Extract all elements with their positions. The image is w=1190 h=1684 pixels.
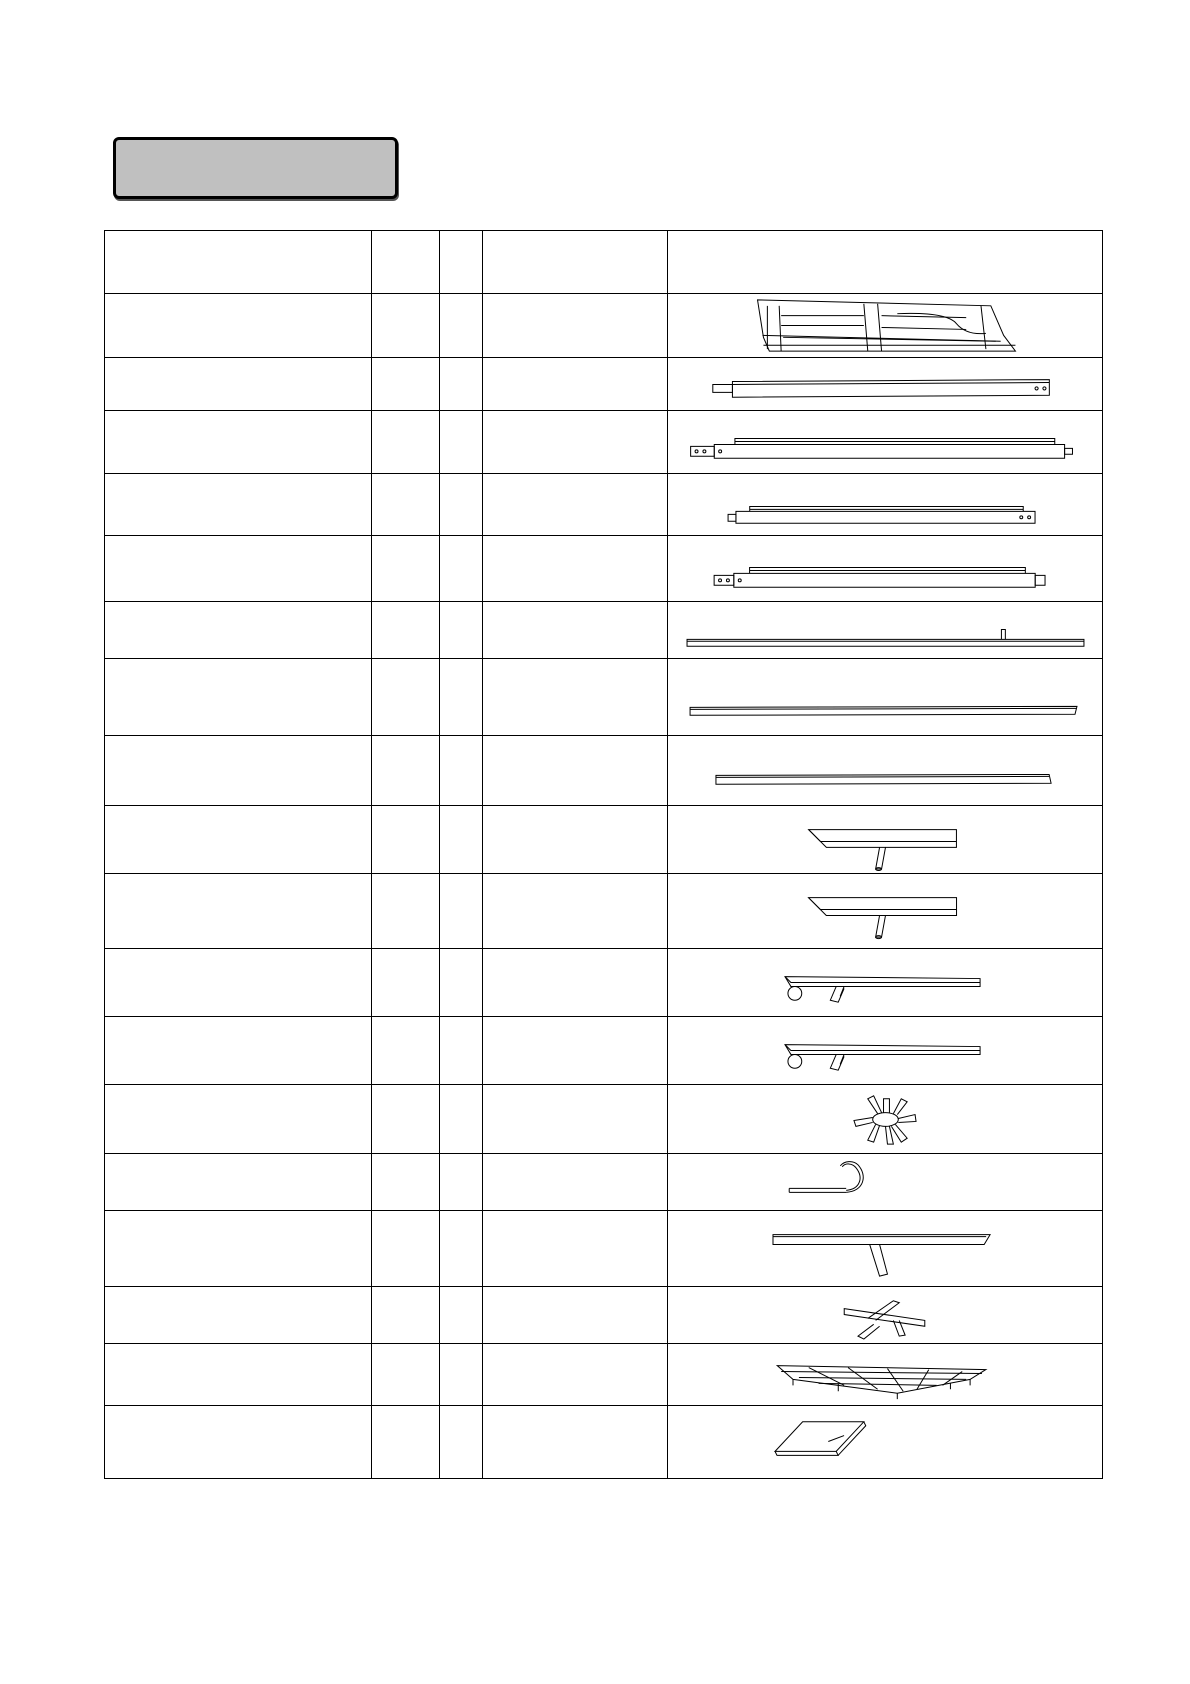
part-code [483, 1406, 668, 1479]
part-picture [668, 1287, 1103, 1344]
part-code [483, 1344, 668, 1406]
part-picture [668, 1085, 1103, 1154]
section-title-box [113, 137, 398, 199]
part-code [483, 949, 668, 1017]
part-qty [440, 806, 483, 874]
part-size [372, 949, 440, 1017]
part-name [105, 1085, 372, 1154]
part-code [483, 736, 668, 806]
table-row [105, 874, 1103, 949]
hook-icon [668, 1154, 1102, 1210]
canopy-cloth-icon [668, 1406, 1102, 1478]
part-qty [440, 294, 483, 358]
part-qty [440, 474, 483, 536]
part-size [372, 1287, 440, 1344]
table-row [105, 294, 1103, 358]
part-name [105, 411, 372, 474]
part-size [372, 659, 440, 736]
part-picture [668, 1154, 1103, 1211]
table-row [105, 358, 1103, 411]
part-name [105, 1017, 372, 1085]
part-qty [440, 659, 483, 736]
part-picture [668, 602, 1103, 659]
cross-connector-icon [668, 1287, 1102, 1343]
header-picture [668, 231, 1103, 294]
part-picture [668, 874, 1103, 949]
roof-panel-icon [668, 1344, 1102, 1405]
part-name [105, 602, 372, 659]
part-size [372, 411, 440, 474]
part-code [483, 659, 668, 736]
beam-with-peg-icon [668, 874, 1102, 948]
medium-rod-icon [668, 736, 1102, 805]
part-code [483, 1211, 668, 1287]
table-header-row [105, 231, 1103, 294]
table-row [105, 1211, 1103, 1287]
part-name [105, 536, 372, 602]
part-qty [440, 949, 483, 1017]
part-code [483, 536, 668, 602]
table-row [105, 1406, 1103, 1479]
part-code [483, 602, 668, 659]
pole-with-end-cap-icon [668, 536, 1102, 601]
part-size [372, 1406, 440, 1479]
part-size [372, 1085, 440, 1154]
part-size [372, 874, 440, 949]
table-row [105, 536, 1103, 602]
gazebo-base-frame-icon [668, 294, 1102, 357]
part-qty [440, 736, 483, 806]
header-size [372, 231, 440, 294]
part-qty [440, 1287, 483, 1344]
part-name [105, 1211, 372, 1287]
part-qty [440, 1406, 483, 1479]
table-row [105, 1154, 1103, 1211]
hook-bar-icon [668, 949, 1102, 1016]
hook-bar-icon [668, 1017, 1102, 1084]
part-picture [668, 736, 1103, 806]
part-name [105, 949, 372, 1017]
part-name [105, 736, 372, 806]
part-picture [668, 1406, 1103, 1479]
part-picture [668, 358, 1103, 411]
header-qty [440, 231, 483, 294]
part-name [105, 474, 372, 536]
part-size [372, 294, 440, 358]
part-picture [668, 536, 1103, 602]
part-code [483, 294, 668, 358]
part-code [483, 1154, 668, 1211]
part-picture [668, 1344, 1103, 1406]
part-code [483, 806, 668, 874]
part-name [105, 874, 372, 949]
part-picture [668, 1017, 1103, 1085]
part-qty [440, 1344, 483, 1406]
part-size [372, 806, 440, 874]
part-size [372, 1017, 440, 1085]
part-size [372, 1211, 440, 1287]
part-size [372, 736, 440, 806]
part-name [105, 1154, 372, 1211]
part-qty [440, 1154, 483, 1211]
angled-bar-icon [668, 1211, 1102, 1286]
part-name [105, 1406, 372, 1479]
part-size [372, 1154, 440, 1211]
table-row [105, 1085, 1103, 1154]
part-qty [440, 1085, 483, 1154]
part-qty [440, 536, 483, 602]
part-picture [668, 806, 1103, 874]
part-qty [440, 1017, 483, 1085]
parts-list-table [104, 230, 1103, 1479]
table-row [105, 474, 1103, 536]
part-size [372, 474, 440, 536]
table-row [105, 806, 1103, 874]
long-rod-icon [668, 659, 1102, 735]
table-row [105, 1017, 1103, 1085]
part-size [372, 358, 440, 411]
part-code [483, 358, 668, 411]
part-size [372, 536, 440, 602]
short-pole-icon [668, 474, 1102, 535]
part-name [105, 659, 372, 736]
part-name [105, 294, 372, 358]
header-part-name [105, 231, 372, 294]
part-picture [668, 474, 1103, 536]
part-qty [440, 358, 483, 411]
beam-with-peg-icon [668, 806, 1102, 873]
part-name [105, 1344, 372, 1406]
part-size [372, 602, 440, 659]
part-picture [668, 659, 1103, 736]
part-size [372, 1344, 440, 1406]
rod-with-pin-icon [668, 602, 1102, 658]
table-row [105, 736, 1103, 806]
table-row [105, 659, 1103, 736]
part-name [105, 806, 372, 874]
table-row [105, 602, 1103, 659]
part-qty [440, 874, 483, 949]
table-row [105, 411, 1103, 474]
table-row [105, 1344, 1103, 1406]
part-qty [440, 411, 483, 474]
part-picture [668, 949, 1103, 1017]
part-qty [440, 1211, 483, 1287]
part-name [105, 1287, 372, 1344]
part-code [483, 1287, 668, 1344]
part-code [483, 474, 668, 536]
part-name [105, 358, 372, 411]
part-qty [440, 602, 483, 659]
part-code [483, 411, 668, 474]
part-code [483, 1085, 668, 1154]
star-hub-icon [668, 1085, 1102, 1153]
part-code [483, 874, 668, 949]
header-code [483, 231, 668, 294]
part-picture [668, 411, 1103, 474]
part-picture [668, 1211, 1103, 1287]
pole-insert-icon [668, 358, 1102, 410]
long-pole-icon [668, 411, 1102, 473]
table-row [105, 1287, 1103, 1344]
part-code [483, 1017, 668, 1085]
table-row [105, 949, 1103, 1017]
part-picture [668, 294, 1103, 358]
